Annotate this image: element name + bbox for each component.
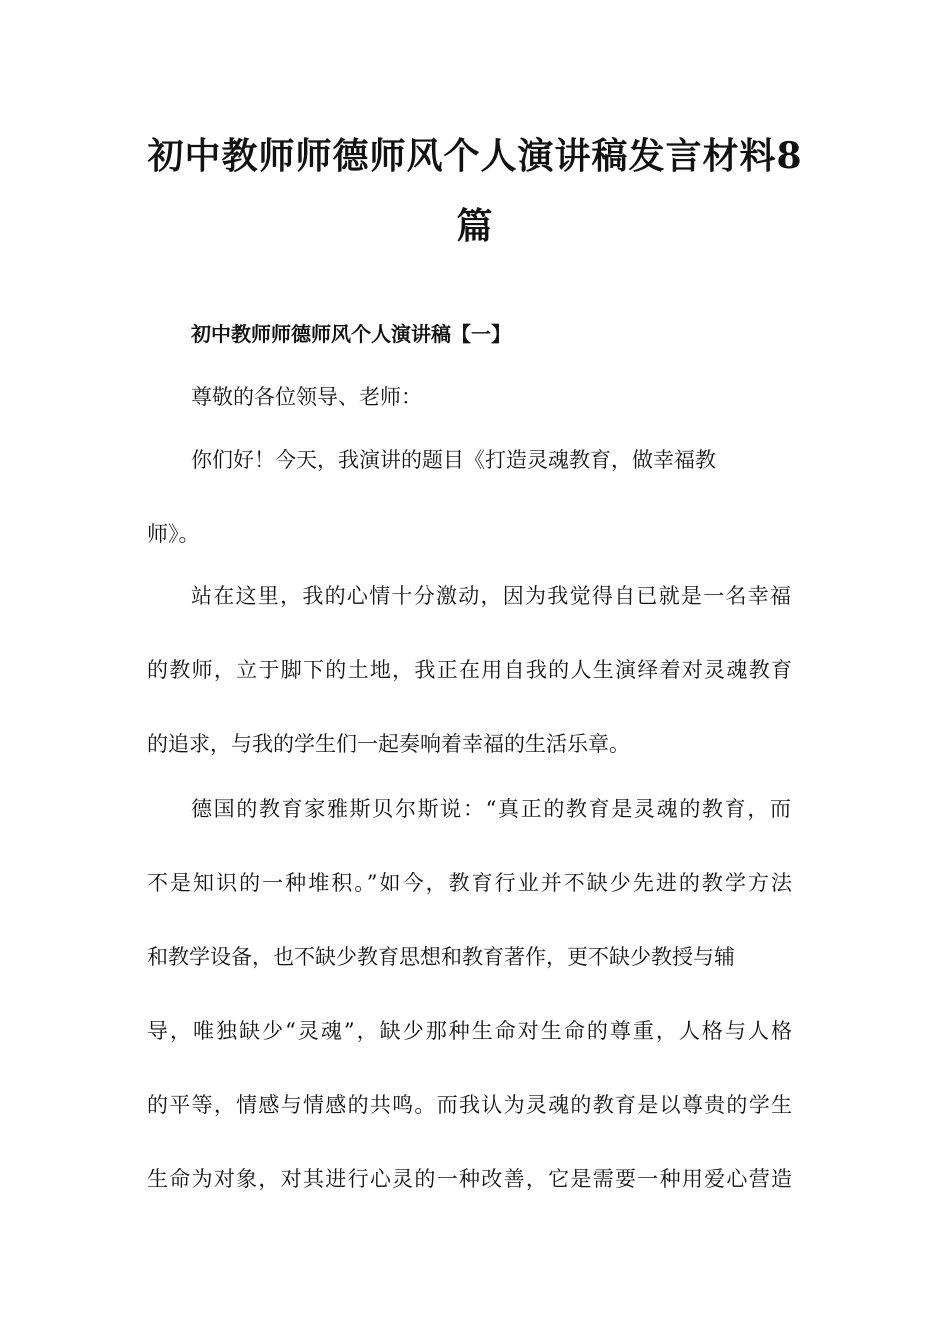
document-title-line-2: 篇 [456, 205, 494, 247]
body-line: 和教学设备，也不缺少教育思想和教育著作，更不缺少教授与辅 [147, 945, 735, 969]
body-line: 生命为对象，对其进行心灵的一种改善，它是需要一种用爱心营造 [147, 1167, 792, 1191]
body-line: 站在这里，我的心情十分激动，因为我觉得自已就是一名幸福 [191, 584, 791, 608]
body-line: 的教师，立于脚下的土地，我正在用自我的人生演绎着对灵魂教育 [147, 658, 792, 682]
body-line: 师》。 [147, 522, 200, 546]
body-line: 不是知识的一种堆积。”如今，教育行业并不缺少先进的教学方法 [147, 871, 792, 895]
body-line: 的追求，与我的学生们一起奏响着幸福的生活乐章。 [147, 732, 630, 756]
body-line: 你们好！今天，我演讲的题目《打造灵魂教育，做幸福教 [191, 448, 716, 472]
salutation-line: 尊敬的各位领导、老师： [191, 385, 422, 409]
body-line: 德国的教育家雅斯贝尔斯说：“真正的教育是灵魂的教育，而 [191, 797, 791, 821]
body-line: 导，唯独缺少“灵魂”，缺少那种生命对生命的尊重，人格与人格 [147, 1019, 792, 1043]
section-heading: 初中教师师德师风个人演讲稿【一】 [191, 322, 511, 346]
document-title-line-1: 初中教师师德师风个人演讲稿发言材料8 [147, 135, 803, 177]
body-line: 的平等，情感与情感的共鸣。而我认为灵魂的教育是以尊贵的学生 [147, 1093, 792, 1117]
